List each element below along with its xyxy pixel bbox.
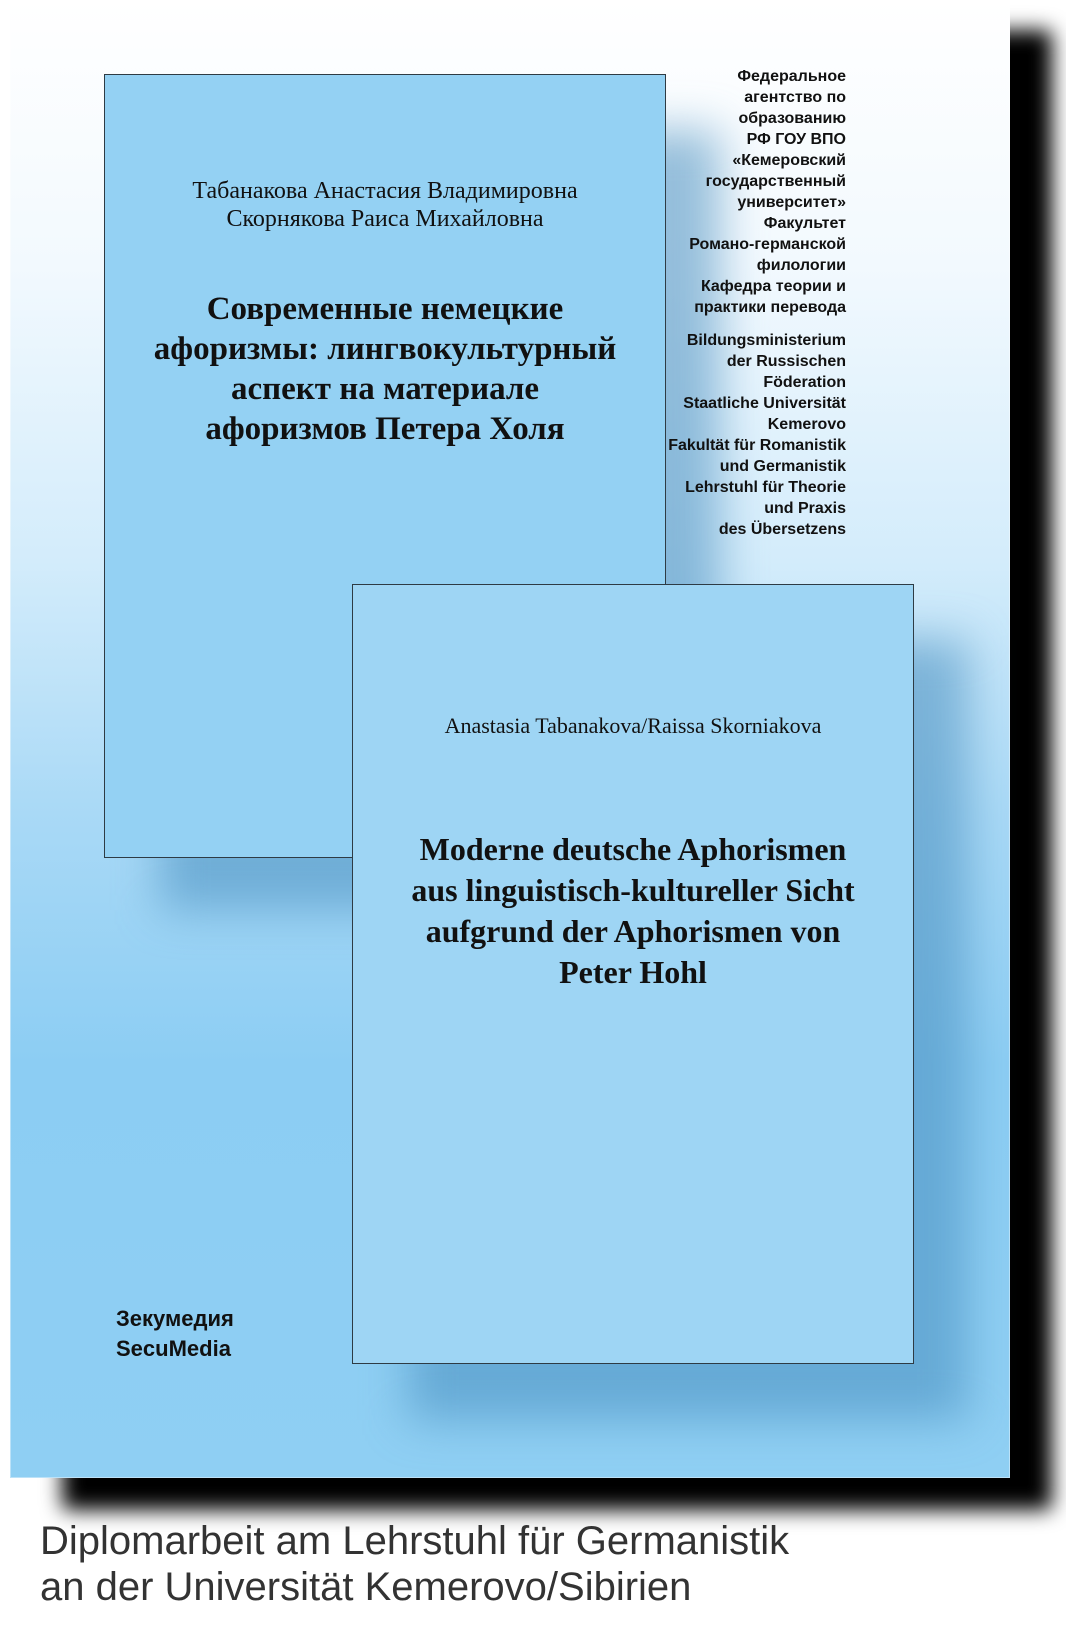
german-authors: Anastasia Tabanakova/Raissa Skorniakova [444,713,822,738]
caption-line-2: an der Universität Kemerovo/Sibirien [40,1565,692,1609]
publisher-name [116,1304,234,1364]
institution-russian [546,66,846,318]
german-title-line: Moderne deutsche Aphorismen [419,831,847,867]
institution-line: Staatliche Universität [683,395,846,412]
russian-title-line: аспект на материале [230,371,540,407]
german-title-line: aus linguistisch-kultureller Sicht [411,872,855,908]
institution-block [546,66,846,540]
institution-german [546,330,846,540]
institution-line: Kemerovo [767,416,846,433]
russian-title-line: Современные немецкие [206,291,564,327]
german-book-title [353,829,913,993]
institution-line: Lehrstuhl für Theorie [685,479,846,496]
caption-line-1: Diplomarbeit am Lehrstuhl für Germanistik [40,1519,790,1563]
institution-line: Факультет [763,215,846,232]
image-caption [40,1518,789,1610]
book-cover [10,0,1010,1478]
russian-title-line: афоризмов Петера Холя [205,411,565,447]
institution-line: Bildungsministerium [686,332,846,349]
institution-line: und Praxis [764,500,846,517]
institution-line: филологии [756,257,846,274]
russian-author-1: Табанакова Анастасия Владимировна [192,178,578,204]
institution-line: des Übersetzens [718,521,846,538]
institution-line: der Russischen [726,353,846,370]
german-title-line: Peter Hohl [559,954,707,990]
institution-line: Романо-германской [689,236,846,253]
german-title-line: aufgrund der Aphorismen von [425,913,841,949]
institution-line: университет» [737,194,846,211]
institution-line: Федеральное [737,68,846,85]
institution-line: Кафедра теории и [700,278,846,295]
institution-line: государственный [705,173,846,190]
publisher-russian: Зекумедия [116,1306,234,1331]
institution-line: «Кемеровский [732,152,846,169]
institution-line: Fakultät für Romanistik [668,437,846,454]
institution-line: агентство по [744,89,846,106]
publisher-german: SecuMedia [116,1336,231,1361]
institution-line: РФ ГОУ ВПО [746,131,846,148]
institution-line: образованию [738,110,846,127]
institution-line: und Germanistik [719,458,846,475]
german-title-panel [352,584,914,1364]
russian-author-2: Скорнякова Раиса Михайловна [226,206,544,232]
institution-line: Föderation [763,374,846,391]
institution-line: практики перевода [694,299,846,316]
russian-title-line: афоризмы: лингвокультурный [153,331,617,367]
